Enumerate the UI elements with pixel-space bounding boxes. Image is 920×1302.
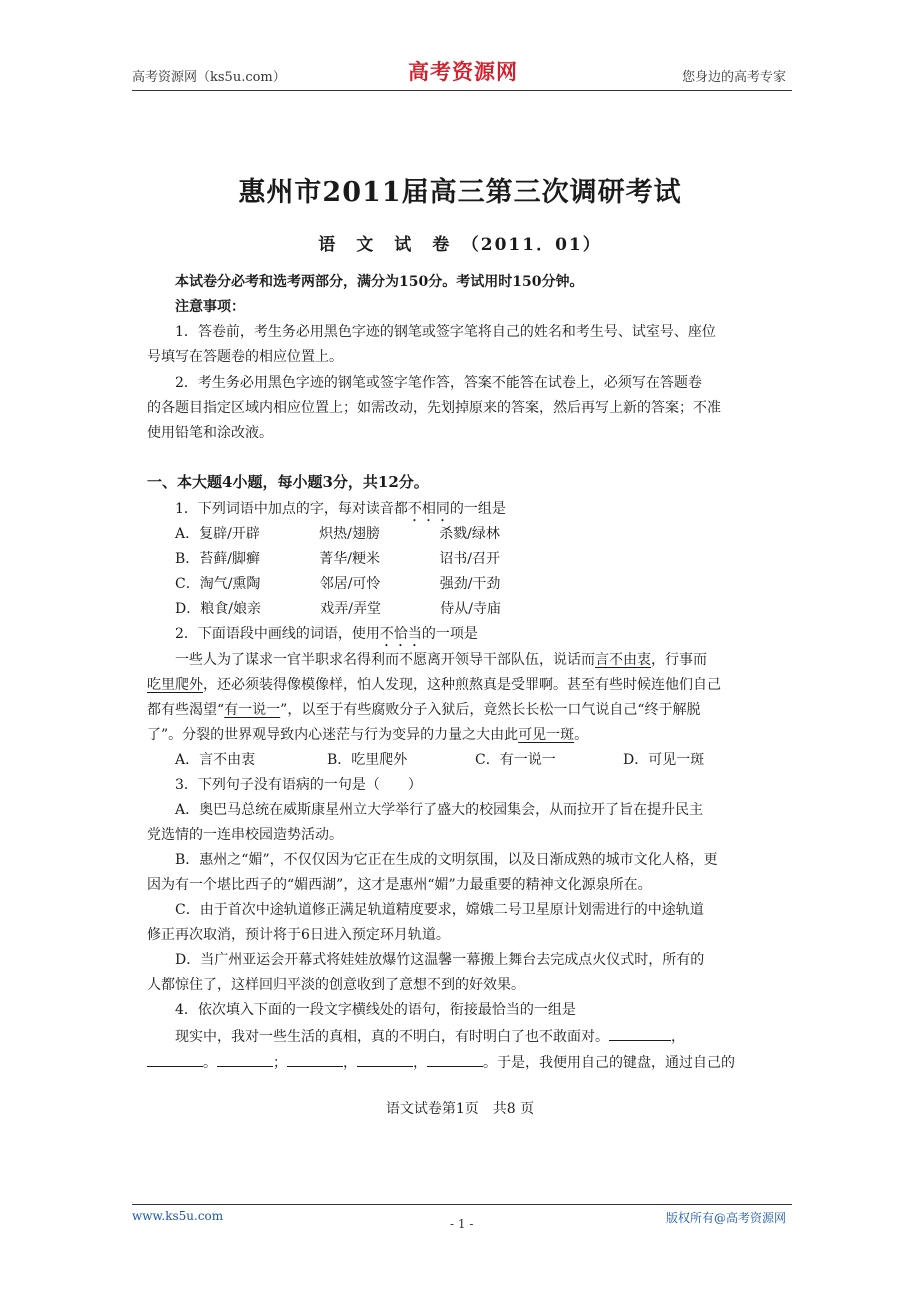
page-number-text: 语文试卷第1页 共8 页 (385, 1101, 535, 1117)
q2-text: ，行事而 (651, 652, 707, 668)
blank-separator: ； (273, 1055, 287, 1071)
q1-option-a (175, 524, 500, 544)
q2-text: 一些人为了谋求一官半职求名得利而不愿离开领导干部队伍，说话而 (175, 652, 595, 668)
q1-cell: 邻居/可怜 (319, 576, 381, 592)
q2-passage-line-3 (147, 700, 701, 720)
q4-passage-line-2 (147, 1052, 735, 1073)
q1-option-b (175, 549, 500, 569)
q4-passage-line-1 (175, 1026, 685, 1047)
q3-stem: 3．下列句子没有语病的一句是（ ） (175, 777, 422, 793)
q2-option: C．有一说一 (475, 752, 556, 768)
q1-stem-a: 1．下列词语中加点的字，每对读音都 (175, 501, 408, 517)
notice-1-line-a: 1．答卷前，考生务必用黑色字迹的钢笔或签字笔将自己的姓名和考生号、试室号、座位 (175, 324, 716, 340)
q2-stem-emphasis: 不恰当 (379, 626, 422, 642)
q2-underlined-term: 吃里爬外 (147, 677, 203, 693)
q4-stem: 4．依次填入下面的一段文字横线处的语句，衔接最恰当的一组是 (175, 1002, 576, 1018)
q2-passage-line-1 (175, 650, 707, 670)
q2-underlined-term: 可见一斑 (518, 727, 575, 743)
q1-stem-b: 的一组是 (449, 501, 506, 517)
q4-text: 现实中，我对一些生活的真相，真的不明白，有时明白了也不敢面对。 (175, 1029, 609, 1045)
q3-option-b-line-2: 因为有一个堪比西子的“媚西湖”，这才是惠州“媚”力最重要的精神文化源泉所在。 (147, 877, 652, 893)
footer-link[interactable]: www.ks5u.com (132, 1209, 224, 1223)
q1-cell: 苔藓/脚癣 (199, 551, 261, 567)
fill-blank (217, 1052, 273, 1067)
q2-passage-line-2 (147, 675, 721, 695)
footer-page-number: - 1 - (450, 1217, 474, 1231)
blank-separator: ， (343, 1055, 357, 1071)
blank-separator: ， (413, 1055, 427, 1071)
q2-stem (175, 624, 478, 650)
notice-2-line-c: 使用铅笔和涂改液。 (147, 425, 273, 441)
page-footer (132, 1204, 792, 1231)
footer-copyright[interactable]: 版权所有@高考资源网 (665, 1211, 786, 1225)
notice-2-line-a: 2．考生务必用黑色字迹的钢笔或签字笔作答，答案不能答在试卷上，必须写在答题卷 (175, 375, 702, 391)
intro-text: 本试卷分必考和选考两部分，满分为150分。考试用时150分钟。 (175, 274, 584, 290)
blank-separator: 。 (203, 1055, 217, 1071)
q2-stem-b: 的一项是 (421, 626, 478, 642)
q2-underlined-term: 言不由衷 (595, 652, 651, 668)
q2-text: ，还必须装得像模像样，怕人发现，这种煎熬真是受罪啊。甚至有些时候连他们自己 (203, 677, 721, 693)
q2-options (175, 750, 704, 770)
notice-2-line-b: 的各题目指定区域内相应位置上；如需改动，先划掉原来的答案，然后再写上新的答案；不准 (147, 400, 721, 416)
q1-cell: 复辟/开辟 (199, 526, 260, 542)
q1-label: D． (175, 601, 201, 617)
fill-blank (427, 1052, 483, 1067)
q1-cell: 淘气/熏陶 (199, 576, 261, 592)
q1-option-d (175, 599, 501, 619)
notice-1-line-b: 号填写在答题卷的相应位置上。 (147, 349, 343, 365)
header-logo-text: 高考资源网 (408, 59, 518, 84)
q4-text: 。于是，我便用自己的键盘，通过自己的 (483, 1055, 735, 1071)
q3-option-c-line-1: C．由于首次中途轨道修正满足轨道精度要求，嫦娥二号卫星原计划需进行的中途轨道 (175, 902, 704, 918)
q1-option-c (175, 574, 500, 594)
fill-blank (147, 1052, 203, 1067)
q3-option-a-line-2: 党选情的一连串校园造势活动。 (147, 827, 343, 843)
q2-text: ”，以至于有些腐败分子入狱后，竟然长长松一口气说自己“终于解脱 (280, 702, 701, 718)
q3-option-d-line-2: 人都惊住了，这样回归平淡的创意收到了意想不到的好效果。 (147, 977, 525, 993)
q1-cell: 强劲/干劲 (439, 576, 501, 592)
q1-cell: 菁华/粳米 (319, 551, 381, 567)
page-header (132, 59, 792, 91)
exam-subtitle: 语 文 试 卷 （2011．01） (318, 235, 602, 255)
q3-option-b-line-1: B．惠州之“媚”，不仅仅因为它正在生成的文明氛围，以及日渐成熟的城市文化人格，更 (175, 852, 718, 868)
q2-passage-line-4 (147, 725, 588, 745)
q2-option: B．吃里爬外 (327, 752, 408, 768)
q1-label: B． (175, 551, 200, 567)
q2-text: 。 (574, 727, 589, 743)
q1-cell: 诏书/召开 (439, 551, 501, 567)
q2-stem-a: 2．下面语段中画线的词语，使用 (175, 626, 380, 642)
fill-blank (357, 1052, 413, 1067)
section-1-heading: 一、本大题4小题，每小题3分，共12分。 (147, 473, 429, 491)
fill-blank (287, 1052, 343, 1067)
q3-option-a-line-1: A．奥巴马总统在威斯康星州立大学举行了盛大的校园集会，从而拉开了旨在提升民主 (175, 802, 704, 818)
q3-option-c-line-2: 修正再次取消，预计将于6日进入预定环月轨道。 (147, 927, 450, 943)
q3-option-d-line-1: D．当广州亚运会开幕式将娃娃放爆竹这温馨一幕搬上舞台去完成点火仪式时，所有的 (175, 952, 705, 968)
notice-title: 注意事项： (175, 299, 245, 315)
q2-option: D．可见一斑 (623, 752, 705, 768)
blank-separator: ， (671, 1029, 685, 1045)
q1-cell: 杀戮/绿林 (439, 526, 500, 542)
q1-label: A． (175, 526, 200, 542)
header-left-text: 高考资源网（ks5u.com） (132, 70, 286, 85)
q2-text: 都有些渴望“ (147, 702, 225, 718)
header-right-text: 您身边的高考专家 (681, 70, 786, 85)
q1-cell: 侍从/寺庙 (440, 601, 501, 617)
q1-cell: 戏弄/弄堂 (320, 601, 381, 617)
q2-option: A．言不由衷 (175, 752, 256, 768)
q1-stem (175, 499, 506, 525)
q2-underlined-term: 有一说一 (224, 702, 281, 718)
fill-blank (609, 1026, 671, 1041)
q1-cell: 炽热/翅膀 (319, 526, 380, 542)
q2-text: 了”。分裂的世界观导致内心迷茫与行为变异的力量之大由此 (147, 727, 519, 743)
q1-label: C． (175, 576, 200, 592)
q1-cell: 粮食/娘亲 (200, 601, 261, 617)
q1-stem-emphasis: 不相同 (407, 501, 450, 517)
exam-title: 惠州市2011届高三第三次调研考试 (238, 177, 682, 208)
